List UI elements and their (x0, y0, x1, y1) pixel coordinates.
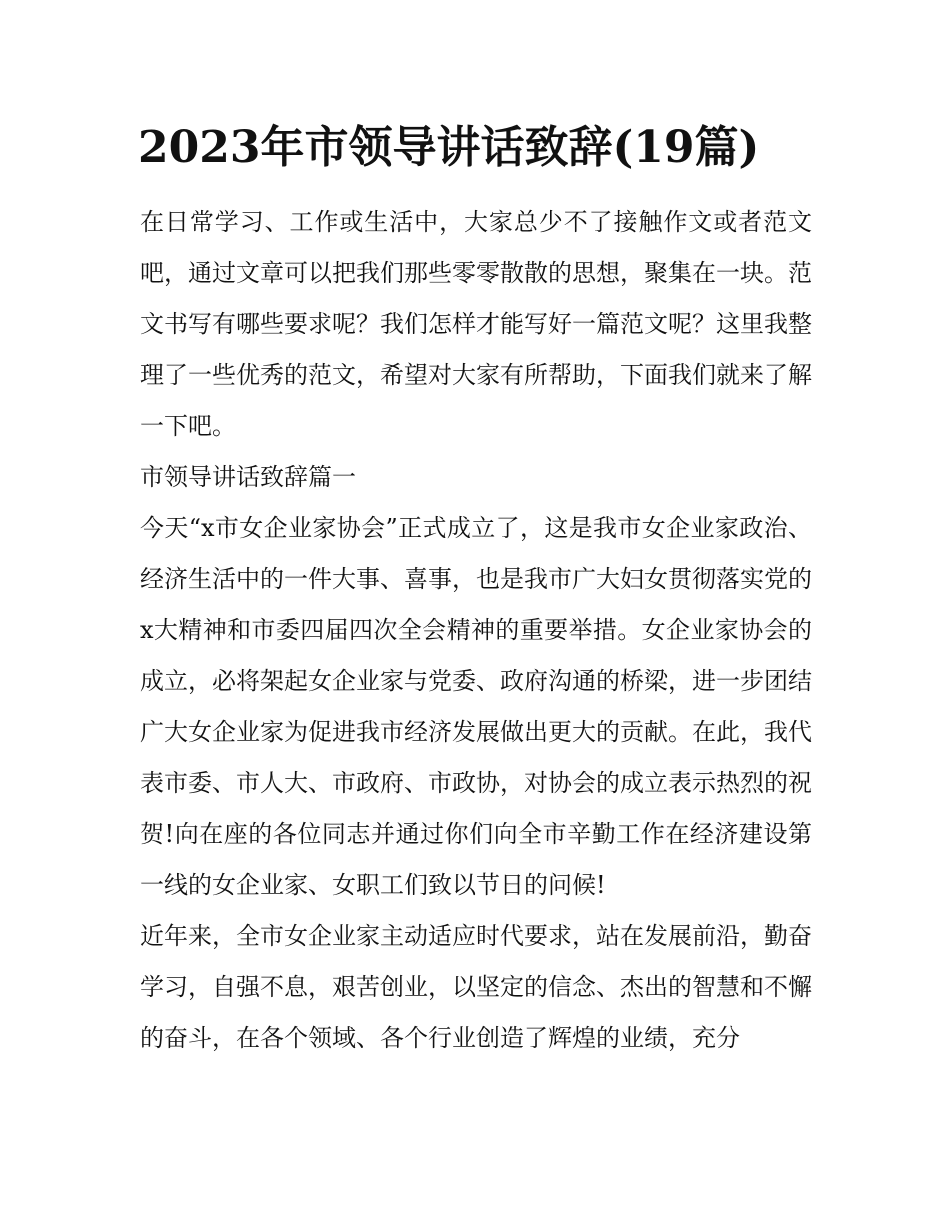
section-heading: 市领导讲话致辞篇一 (140, 463, 356, 491)
intro-paragraph: 在日常学习、工作或生活中，大家总少不了接触作文或者范文吧，通过文章可以把我们那些零零散散的思想，聚集在一块。范文书写有哪些要求呢？我们怎样才能写好一篇范文呢？这里我整理了一些优秀的范文，希望对大家有所帮助，下面我们就来了解一下吧。 (140, 208, 812, 440)
body-paragraph: 今天“x市女企业家协会”正式成立了，这是我市女企业家政治、经济生活中的一件大事、喜事，也是我市广大妇女贯彻落实党的x大精神和市委四届四次全会精神的重要举措。女企业家协会的成立，必将架起女企业家与党委、政府沟通的桥梁，进一步团结广大女企业家为促进我市经济发展做出更大的贡献。在此，我代表市委、市人大、市政府、市政协，对协会的成立表示热烈的祝贺!向在座的各位同志并通过你们向全市辛勤工作在经济建设第一线的女企业家、女职工们致以节日的问候! (140, 514, 812, 899)
document-title: 2023年市领导讲话致辞(19篇) (138, 122, 760, 173)
body-paragraph: 近年来，全市女企业家主动适应时代要求，站在发展前沿，勤奋学习，自强不息，艰苦创业，以坚定的信念、杰出的智慧和不懈的奋斗，在各个领域、各个行业创造了辉煌的业绩，充分 (140, 922, 812, 1052)
document-body (140, 197, 812, 1064)
